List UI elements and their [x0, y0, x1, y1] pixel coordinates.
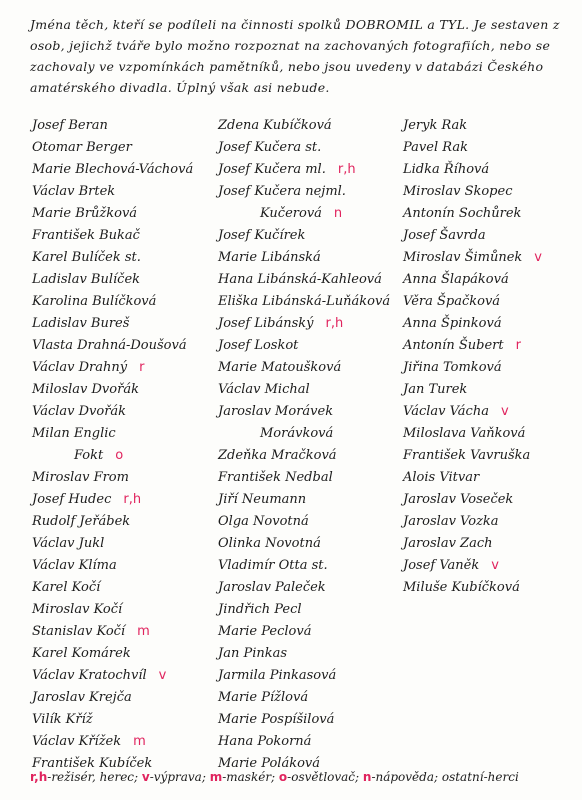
name-entry: [32, 555, 217, 577]
name-entry: [403, 291, 578, 313]
person-name: Václav Michal: [218, 382, 310, 397]
person-name: Eliška Libánská-Luňáková: [218, 294, 391, 309]
name-entry: [32, 577, 217, 599]
person-name: Václav Klíma: [32, 558, 117, 573]
person-name: Jindřich Pecl: [218, 602, 302, 617]
person-name: Marie Pospíšilová: [218, 712, 335, 727]
person-name: Marie Poláková: [218, 756, 321, 771]
person-name: Josef Beran: [32, 118, 108, 133]
role-code: r,h: [123, 492, 142, 507]
person-name: Marie Brůžková: [32, 206, 138, 221]
person-name: Miroslav Šimůnek: [403, 250, 523, 265]
person-name: Josef Loskot: [218, 338, 299, 353]
name-entry: [403, 379, 578, 401]
role-code: o: [115, 448, 124, 463]
name-entry: [218, 335, 403, 357]
name-entry: [218, 247, 403, 269]
role-code: v: [500, 404, 509, 419]
name-entry: [218, 489, 403, 511]
person-name: Marie Libánská: [218, 250, 321, 265]
person-name: František Vavruška: [403, 448, 531, 463]
person-name: Lidka Říhová: [403, 162, 490, 177]
name-entry: [218, 687, 403, 709]
name-entry: [403, 489, 578, 511]
name-entry: [218, 115, 403, 137]
person-name: Hana Libánská-Kahleová: [218, 272, 382, 287]
person-name: Zdeňka Mračková: [218, 448, 337, 463]
person-name: Jaroslav Morávek: [218, 404, 334, 419]
person-name: Milan Englic: [32, 426, 116, 441]
person-name: Vilík Kříž: [32, 712, 93, 727]
name-entry: [218, 203, 403, 225]
name-entry: [218, 709, 403, 731]
person-name: Fokt: [74, 448, 104, 463]
role-code: r: [515, 338, 521, 353]
name-entry: [32, 599, 217, 621]
name-entry: [218, 137, 403, 159]
name-entry: [218, 159, 403, 181]
name-entry: [403, 225, 578, 247]
person-name: Jan Turek: [403, 382, 468, 397]
name-entry: [218, 555, 403, 577]
intro-paragraph: [30, 14, 570, 98]
name-entry: [218, 643, 403, 665]
person-name: Jaroslav Voseček: [403, 492, 514, 507]
name-entry: [218, 467, 403, 489]
name-entry: [218, 401, 403, 423]
person-name: Zdena Kubíčková: [218, 118, 332, 133]
person-name: Olinka Novotná: [218, 536, 321, 551]
name-entry: [32, 335, 217, 357]
name-entry: [32, 181, 217, 203]
person-name: Karel Bulíček st.: [32, 250, 141, 265]
role-code: m: [133, 734, 146, 749]
person-name: Stanislav Kočí: [32, 624, 126, 639]
name-entry: [32, 291, 217, 313]
name-entry: [32, 621, 217, 643]
name-entry: [218, 511, 403, 533]
name-entry: [403, 181, 578, 203]
person-name: Marie Blechová-Váchová: [32, 162, 194, 177]
name-entry: [403, 577, 578, 599]
name-entry: [218, 423, 403, 445]
name-entry: [32, 709, 217, 731]
person-name: Jaroslav Krejča: [32, 690, 132, 705]
person-name: Alois Vitvar: [403, 470, 480, 485]
legend-text: -osvětlovač;: [287, 770, 363, 784]
name-entry: [32, 423, 217, 445]
person-name: Marie Matoušková: [218, 360, 342, 375]
intro-text: Jména těch, kteří se podíleli na činnosti spolků DOBROMIL a TYL. Je sestaven z osob, jejichž tváře bylo možno rozpoznat na zachovaných fotografiích, nebo se zachovaly ve vzpomínkách pamětníků, nebo jsou uvedeny v databázi Českého amatérského divadla. Úplný však asi nebude.: [30, 17, 560, 95]
person-name: Jaroslav Paleček: [218, 580, 326, 595]
person-name: Josef Kučírek: [218, 228, 306, 243]
name-entry: [32, 467, 217, 489]
person-name: Jarmila Pinkasová: [218, 668, 337, 683]
person-name: Josef Kučera ml.: [218, 162, 326, 177]
person-name: Jaroslav Zach: [403, 536, 493, 551]
person-name: Antonín Šubert: [403, 338, 504, 353]
name-entry: [32, 643, 217, 665]
role-code: v: [534, 250, 542, 265]
person-name: Václav Křížek: [32, 734, 122, 749]
person-name: Marie Pížlová: [218, 690, 309, 705]
name-entry: [32, 533, 217, 555]
name-entry: [32, 203, 217, 225]
name-entry: [218, 445, 403, 467]
name-entry: [218, 621, 403, 643]
person-name: Josef Hudec: [32, 492, 112, 507]
name-entry: [403, 423, 578, 445]
person-name: Václav Dvořák: [32, 404, 127, 419]
person-name: Miluše Kubíčková: [403, 580, 520, 595]
legend-key: r,h: [30, 770, 48, 784]
name-entry: [32, 247, 217, 269]
person-name: Vlasta Drahná-Doušová: [32, 338, 187, 353]
legend-key: o: [278, 770, 288, 784]
name-entry: [32, 687, 217, 709]
name-entry: [32, 731, 217, 753]
person-name: Věra Špačková: [403, 294, 501, 309]
role-legend: [30, 770, 575, 784]
role-code: v: [491, 558, 499, 573]
name-entry: [32, 159, 217, 181]
person-name: Vladimír Otta st.: [218, 558, 328, 573]
names-column-3: [403, 115, 578, 599]
legend-text: -režisér, herec;: [47, 770, 142, 784]
person-name: Olga Novotná: [218, 514, 309, 529]
name-entry: [32, 115, 217, 137]
person-name: Miroslav Kočí: [32, 602, 123, 617]
name-entry: [32, 379, 217, 401]
person-name: Ladislav Bulíček: [32, 272, 141, 287]
name-entry: [218, 181, 403, 203]
name-entry: [403, 335, 578, 357]
person-name: Václav Drahný: [32, 360, 128, 375]
person-name: Václav Kratochvíl: [32, 668, 147, 683]
name-entry: [218, 533, 403, 555]
name-entry: [403, 313, 578, 335]
name-entry: [218, 379, 403, 401]
person-name: Jiří Neumann: [218, 492, 307, 507]
name-entry: [403, 357, 578, 379]
legend-key: m: [209, 770, 223, 784]
legend-key: n: [362, 770, 372, 784]
name-entry: [32, 137, 217, 159]
legend-text: -maskér;: [222, 770, 279, 784]
name-entry: [32, 225, 217, 247]
person-name: Václav Vácha: [403, 404, 489, 419]
name-entry: [32, 489, 217, 511]
name-entry: [403, 467, 578, 489]
name-entry: [403, 401, 578, 423]
person-name: Miloslava Vaňková: [403, 426, 526, 441]
role-code: r: [139, 360, 145, 375]
name-entry: [218, 599, 403, 621]
person-name: Kučerová: [260, 206, 322, 221]
person-name: Ladislav Bureš: [32, 316, 130, 331]
name-entry: [403, 115, 578, 137]
name-entry: [32, 313, 217, 335]
person-name: Karel Komárek: [32, 646, 131, 661]
person-name: Josef Vaněk: [403, 558, 480, 573]
name-entry: [403, 533, 578, 555]
name-entry: [32, 445, 217, 467]
person-name: Jeryk Rak: [403, 118, 468, 133]
person-name: František Nedbal: [218, 470, 333, 485]
name-entry: [218, 577, 403, 599]
name-entry: [403, 137, 578, 159]
person-name: Miroslav Skopec: [403, 184, 513, 199]
name-entry: [403, 555, 578, 577]
legend-text: -výprava;: [149, 770, 210, 784]
person-name: Morávková: [260, 426, 334, 441]
person-name: Pavel Rak: [403, 140, 468, 155]
role-code: m: [137, 624, 150, 639]
person-name: Karolina Bulíčková: [32, 294, 157, 309]
person-name: Otomar Berger: [32, 140, 132, 155]
person-name: Anna Šlapáková: [403, 272, 509, 287]
legend-key: v: [141, 770, 150, 784]
name-entry: [218, 313, 403, 335]
person-name: František Bukač: [32, 228, 140, 243]
name-entry: [218, 225, 403, 247]
role-code: r,h: [337, 162, 356, 177]
names-column-1: [32, 115, 217, 775]
name-entry: [403, 269, 578, 291]
name-entry: [32, 357, 217, 379]
name-entry: [218, 269, 403, 291]
person-name: Václav Brtek: [32, 184, 116, 199]
name-entry: [218, 291, 403, 313]
person-name: František Kubíček: [32, 756, 153, 771]
name-entry: [403, 203, 578, 225]
name-entry: [403, 445, 578, 467]
person-name: Miroslav From: [32, 470, 129, 485]
name-entry: [218, 665, 403, 687]
person-name: Josef Kučera st.: [218, 140, 322, 155]
legend-text: -nápověda; ostatní-herci: [371, 770, 519, 784]
person-name: Miloslav Dvořák: [32, 382, 139, 397]
person-name: Rudolf Jeřábek: [32, 514, 131, 529]
name-entry: [218, 731, 403, 753]
role-code: v: [158, 668, 167, 683]
name-entry: [32, 269, 217, 291]
name-entry: [403, 247, 578, 269]
person-name: Hana Pokorná: [218, 734, 312, 749]
name-entry: [403, 511, 578, 533]
person-name: Marie Peclová: [218, 624, 312, 639]
person-name: Karel Kočí: [32, 580, 101, 595]
person-name: Josef Šavrda: [403, 228, 486, 243]
person-name: Jaroslav Vozka: [403, 514, 499, 529]
name-entry: [32, 665, 217, 687]
name-entry: [32, 401, 217, 423]
name-entry: [218, 357, 403, 379]
person-name: Václav Jukl: [32, 536, 105, 551]
role-code: n: [333, 206, 343, 221]
name-entry: [403, 159, 578, 181]
person-name: Josef Libánský: [218, 316, 314, 331]
person-name: Antonín Sochůrek: [403, 206, 522, 221]
person-name: Jiřina Tomková: [403, 360, 502, 375]
names-column-2: [218, 115, 403, 775]
person-name: Jan Pinkas: [218, 646, 288, 661]
role-code: r,h: [325, 316, 344, 331]
person-name: Josef Kučera nejml.: [218, 184, 346, 199]
name-entry: [32, 511, 217, 533]
person-name: Anna Špinková: [403, 316, 502, 331]
